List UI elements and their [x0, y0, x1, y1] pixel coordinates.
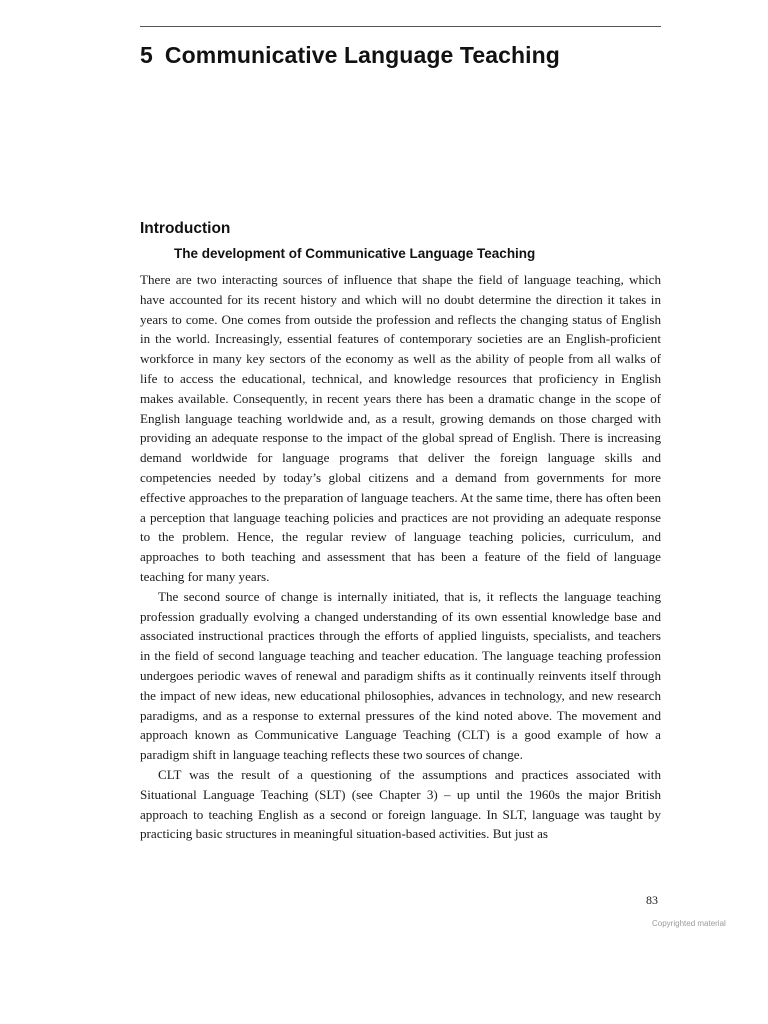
header-rule [140, 26, 661, 27]
body-text [140, 270, 661, 844]
chapter-title-text: Communicative Language Teaching [164, 42, 560, 68]
page-number: 83 [646, 893, 658, 907]
paragraph-3: CLT was the result of a questioning of the assumptions and practices associated with Situational Language Teaching (SLT) (see Chapter 3) – up until the 1960s the major British approach to teaching English as a second or foreign language. In SLT, language was taught by practicing basic structures in meaningful situation-based activities. But just as [140, 766, 661, 842]
paragraph-1: There are two interacting sources of influence that shape the field of language teaching, which have accounted for its recent history and which will no doubt determine the direction it takes in years to come. One comes from outside the profession and reflects the changing status of English in the world. Increasingly, essential features of contemporary societies are an English-proficient workforce in many key sectors of the economy as well as the ability of people from all walks of life to access the educational, technical, and knowledge resources that proficiency in English makes available. Consequently, in recent years there has been a dramatic change in the scope of English language teaching worldwide and, as a result, growing demands on those charged with providing an adequate response to the impact of the global spread of English. There is increasing demand worldwide for language programs that deliver the foreign language skills and competencies needed by today’s global citizens and a demand from governments for more effective approaches to the preparation of language teachers. At the same time, there has often been a perception that language teaching policies and practices are not providing an adequate response to the problem. Hence, the regular review of language teaching policies, curriculum, and approaches to both teaching and assessment that has been a feature of the field of language teaching for many years. [140, 272, 661, 584]
paragraph-2: The second source of change is internally initiated, that is, it reflects the language teaching profession gradually evolving a changed understanding of its own essential knowledge base and associated instructional practices through the efforts of applied linguists, specialists, and teachers in the field of second language teaching and teacher education. The language teaching profession undergoes periodic waves of renewal and paradigm shifts as it continually reinvents itself through the impact of new ideas, new educational philosophies, advances in technology, and new research paradigms, and as a response to external pressures of the kind noted above. The movement and approach known as Communicative Language Teaching (CLT) is a good example of how a paradigm shift in language teaching reflects these two sources of change. [140, 588, 661, 763]
section-heading: Introduction [140, 220, 231, 237]
subsection-heading: The development of Communicative Language Teaching [174, 246, 536, 261]
chapter-number: 5 [140, 42, 153, 68]
copyright-notice: Copyrighted material [652, 919, 726, 928]
chapter-title [140, 42, 560, 69]
